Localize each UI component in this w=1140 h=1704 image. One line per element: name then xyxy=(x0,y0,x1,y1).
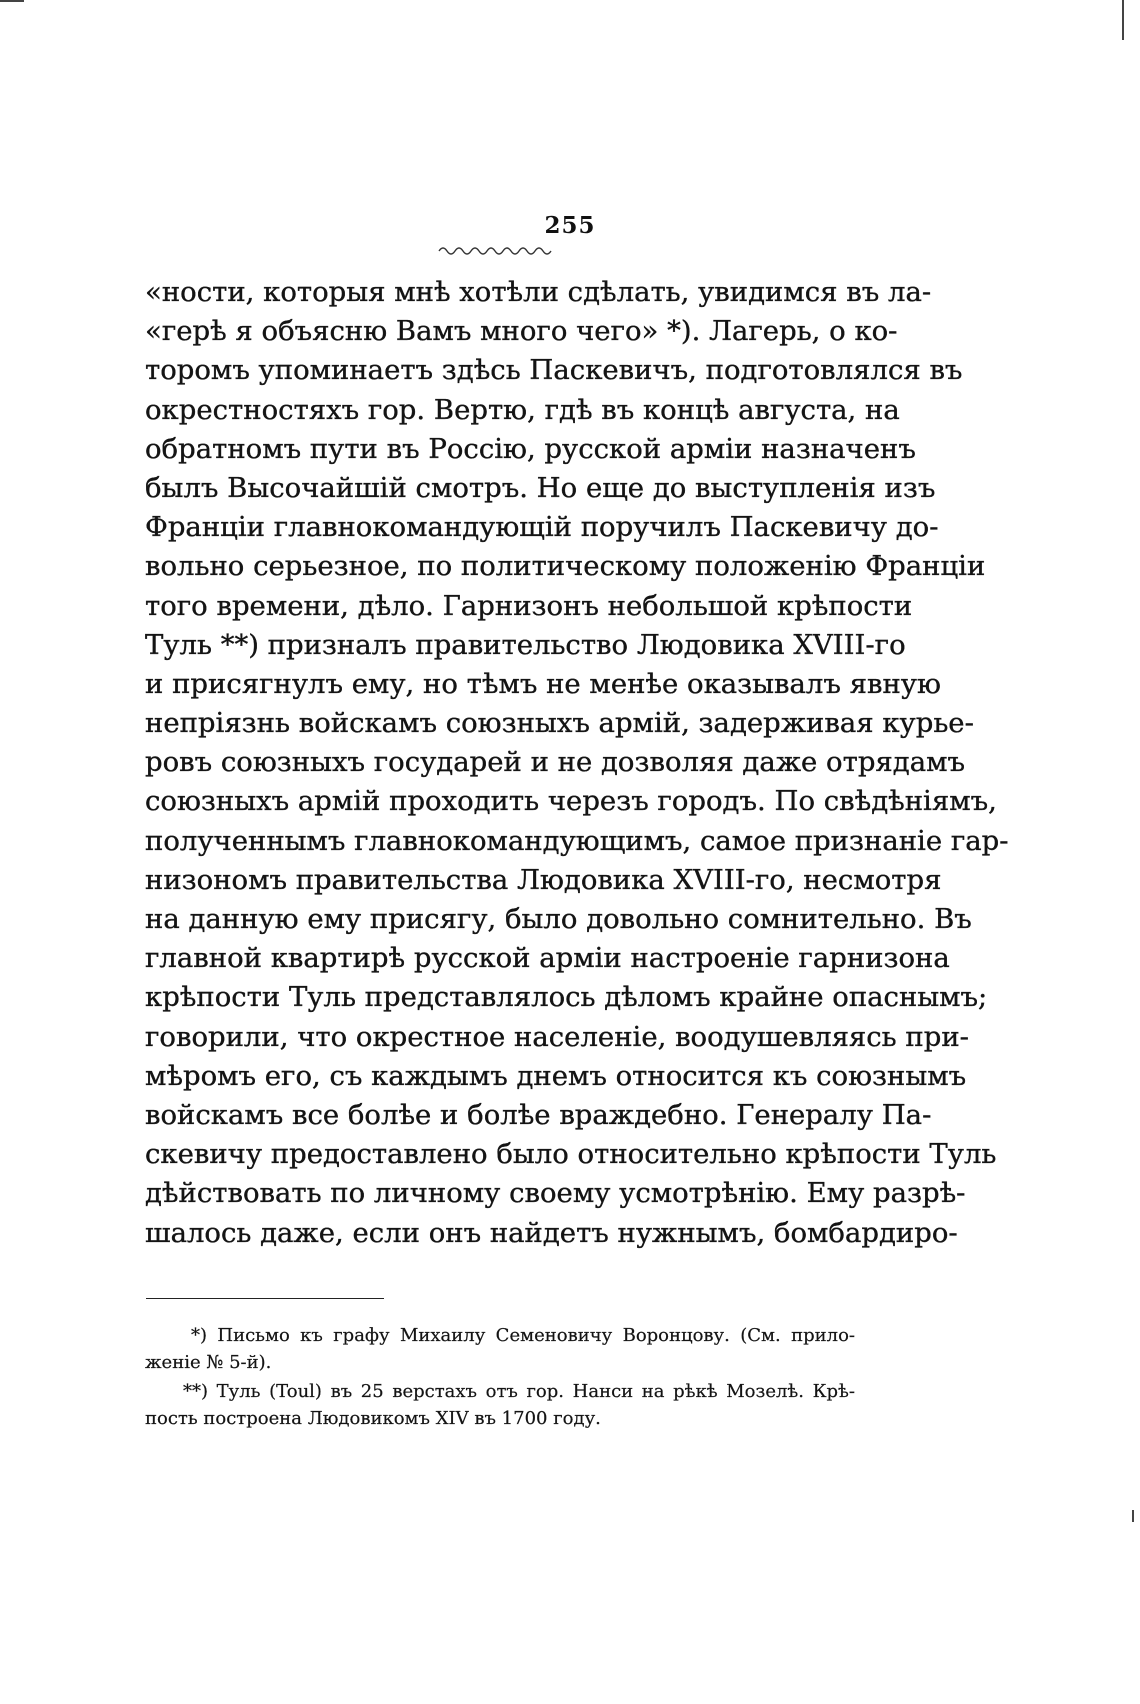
footnote-separator xyxy=(146,1298,384,1299)
body-line: непріязнь войскамъ союзныхъ армій, задерживая курье- xyxy=(145,707,974,740)
body-line: и присягнулъ ему, но тѣмъ не менѣе оказывалъ явную xyxy=(145,667,941,700)
footnote-line: *) Письмо къ графу Михаилу Семеновичу Воронцову. (См. прило- xyxy=(191,1325,855,1346)
footnote-line: женіе № 5-й). xyxy=(145,1352,272,1373)
body-text xyxy=(145,273,1009,1253)
footnote-1 xyxy=(145,1322,855,1376)
body-line: «ности, которыя мнѣ хотѣли сдѣлать, увидимся въ ла- xyxy=(145,276,932,308)
body-line: мѣромъ его, съ каждымъ днемъ относится къ союзнымъ xyxy=(145,1059,967,1092)
body-line: шалось даже, если онъ найдетъ нужнымъ, бомбардиро- xyxy=(145,1216,958,1249)
body-line: вольно серьезное, по политическому положенію Франціи xyxy=(145,550,986,583)
body-line: Туль **) призналъ правительство Людовика XVIII-го xyxy=(145,628,906,661)
footnote-2 xyxy=(145,1378,855,1432)
body-line: дѣйствовать по личному своему усмотрѣнію. Ему разрѣ- xyxy=(145,1177,966,1210)
body-line: торомъ упоминаетъ здѣсь Паскевичъ, подготовлялся въ xyxy=(145,354,963,387)
body-line: обратномъ пути въ Россію, русской арміи назначенъ xyxy=(145,432,916,465)
body-line: ровъ союзныхъ государей и не дозволяя даже отрядамъ xyxy=(145,746,965,779)
footnote-line: пость построена Людовикомъ XIV въ 1700 году. xyxy=(145,1408,601,1429)
body-line: войскамъ все болѣе и болѣе враждебно. Генералу Па- xyxy=(145,1098,932,1131)
body-line: «герѣ я объясню Вамъ много чего» *). Лагерь, о ко- xyxy=(145,315,898,348)
body-line: Франціи главнокомандующій поручилъ Паскевичу до- xyxy=(145,511,939,544)
body-line: говорили, что окрестное населеніе, воодушевляясь при- xyxy=(145,1020,969,1053)
page-number-ornament xyxy=(437,243,555,255)
page-number: 255 xyxy=(544,212,596,239)
scan-mark-top-left xyxy=(0,0,24,2)
body-line: окрестностяхъ гор. Вертю, гдѣ въ концѣ августа, на xyxy=(145,393,900,426)
body-line: скевичу предоставлено было относительно крѣпости Туль xyxy=(145,1138,997,1171)
body-line: главной квартирѣ русской арміи настроеніе гарнизона xyxy=(145,942,950,975)
body-line: крѣпости Туль представлялось дѣломъ крайне опаснымъ; xyxy=(145,981,988,1014)
body-line: на данную ему присягу, было довольно сомнительно. Въ xyxy=(145,903,972,935)
body-line: союзныхъ армій проходить черезъ городъ. По свѣдѣніямъ, xyxy=(145,785,997,818)
footnote-line: **) Туль (Toul) въ 25 верстахъ отъ гор. Нанси на рѣкѣ Мозелѣ. Крѣ- xyxy=(183,1381,855,1402)
body-line: полученнымъ главнокомандующимъ, самое признаніе гар- xyxy=(145,824,1009,857)
body-line: былъ Высочайшій смотръ. Но еще до выступленія изъ xyxy=(145,471,936,504)
scan-mark-top-right xyxy=(1122,0,1124,40)
body-line: низономъ правительства Людовика XVIII-го, несмотря xyxy=(145,863,942,896)
scan-mark-right-edge xyxy=(1132,1510,1134,1522)
body-line: того времени, дѣло. Гарнизонъ небольшой крѣпости xyxy=(145,589,913,622)
